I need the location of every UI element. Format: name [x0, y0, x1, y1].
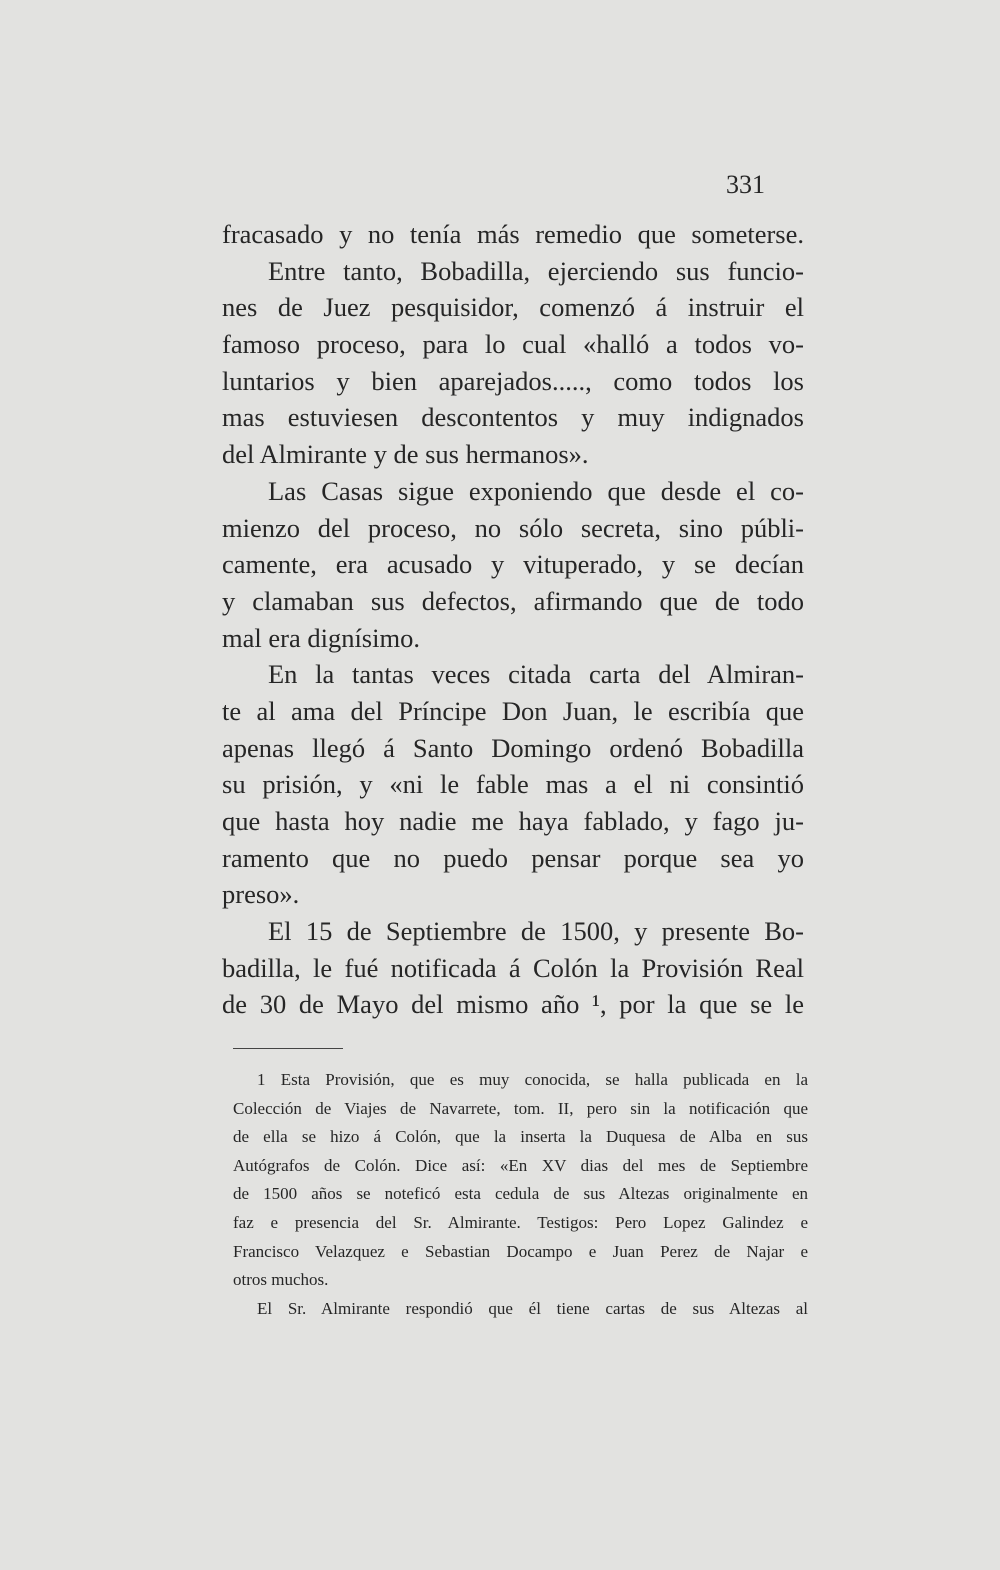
text-line: su prisión, y «ni le fable mas a el ni consintió	[222, 769, 804, 800]
text-line: En la tantas veces citada carta del Almiran-	[268, 659, 804, 690]
page-number: 331	[726, 170, 765, 199]
text-line: de 30 de Mayo del mismo año ¹, por la que se le	[222, 989, 804, 1020]
footnote-line: 1 Esta Provisión, que es muy conocida, se halla publicada en la	[257, 1070, 808, 1089]
footnote-line: otros muchos.	[233, 1270, 329, 1290]
text-line: famoso proceso, para lo cual «halló a todos vo-	[222, 329, 804, 360]
text-line: ramento que no puedo pensar porque sea yo	[222, 842, 804, 873]
text-line: te al ama del Príncipe Don Juan, le escribía que	[222, 695, 804, 726]
footnotes	[233, 1066, 808, 1323]
text-line: Las Casas sigue exponiendo que desde el co-	[268, 475, 804, 506]
text-line: fracasado y no tenía más remedio que someterse.	[222, 219, 804, 249]
text-line: luntarios y bien aparejados....., como todos los	[222, 365, 804, 396]
text-line: que hasta hoy nadie me haya fablado, y fago ju-	[222, 806, 804, 836]
text-line: apenas llegó á Santo Domingo ordenó Bobadilla	[222, 732, 804, 763]
text-line: Entre tanto, Bobadilla, ejerciendo sus funcio-	[268, 255, 804, 286]
footnote-line: de ella se hizo á Colón, que la inserta la Duquesa de Alba en sus	[233, 1127, 808, 1147]
footnote-divider	[233, 1048, 343, 1049]
footnote-line: Colección de Viajes de Navarrete, tom. II, pero sin la notificación que	[233, 1098, 808, 1118]
text-line: mas estuviesen descontentos y muy indignados	[222, 402, 804, 433]
text-line: preso».	[222, 879, 300, 910]
footnote-line: faz e presencia del Sr. Almirante. Testigos: Pero Lopez Galindez e	[233, 1212, 808, 1232]
text-line: badilla, le fué notificada á Colón la Provisión Real	[222, 952, 804, 983]
text-line: del Almirante y de sus hermanos».	[222, 439, 589, 470]
text-line: camente, era acusado y vituperado, y se decían	[222, 549, 804, 580]
main-text	[222, 216, 804, 1023]
footnote-line: El Sr. Almirante respondió que él tiene cartas de sus Altezas al	[257, 1298, 808, 1318]
text-line: El 15 de Septiembre de 1500, y presente Bo-	[268, 916, 804, 947]
footnote-line: de 1500 años se noteficó esta cedula de sus Altezas originalmente en	[233, 1184, 808, 1204]
footnote-line: Francisco Velazquez e Sebastian Docampo e Juan Perez de Najar e	[233, 1241, 808, 1261]
text-line: nes de Juez pesquisidor, comenzó á instruir el	[222, 292, 804, 323]
text-line: y clamaban sus defectos, afirmando que de todo	[222, 585, 804, 616]
footnote-line: Autógrafos de Colón. Dice así: «En XV dias del mes de Septiembre	[233, 1155, 808, 1175]
text-line: mal era dignísimo.	[222, 622, 420, 653]
text-line: mienzo del proceso, no sólo secreta, sino públi-	[222, 512, 804, 543]
